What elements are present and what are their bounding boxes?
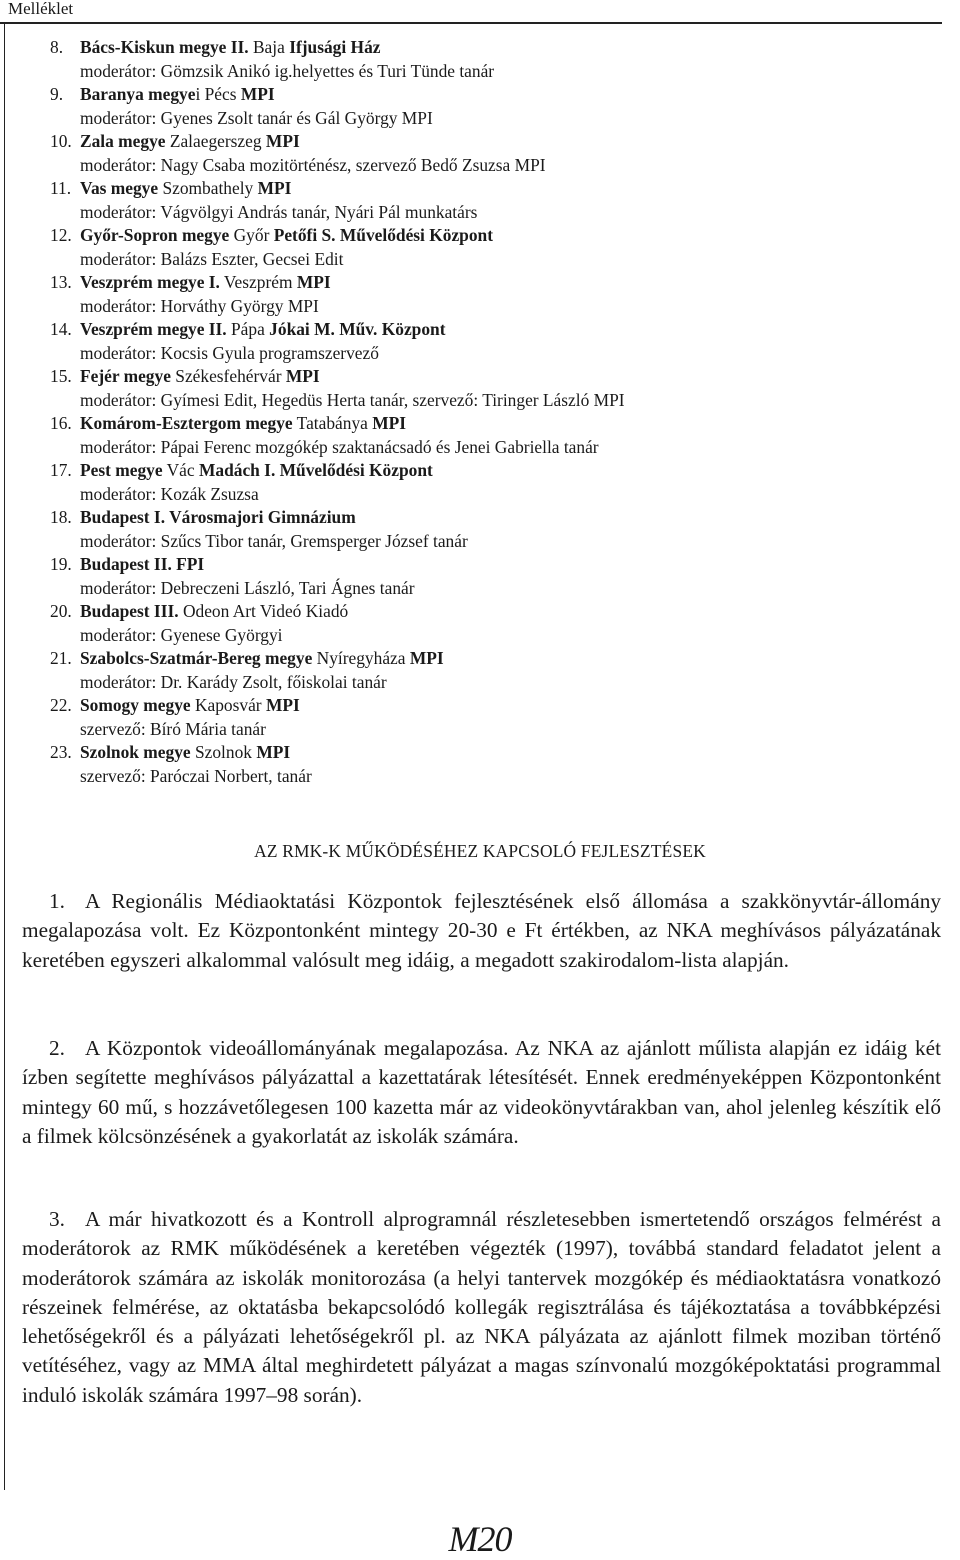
list-item-number: 23. <box>50 742 72 762</box>
list-item-detail: szervező: Paróczai Norbert, tanár <box>80 765 312 786</box>
list-item-number: 12. <box>50 225 72 245</box>
list-item-detail: moderátor: Szűcs Tibor tanár, Gremsperger József tanár <box>80 530 468 551</box>
list-item <box>50 647 930 694</box>
list-item-number: 10. <box>50 131 72 151</box>
list-item-detail: moderátor: Gyímesi Edit, Hegedüs Herta tanár, szervező: Tiringer László MPI <box>80 389 625 410</box>
entry-bold-text: MPI <box>240 84 275 104</box>
entry-text: Pápa <box>226 319 270 339</box>
entry-bold-text: MPI <box>285 366 320 386</box>
entry-bold-text: Zala megye <box>80 131 166 151</box>
section-label: Melléklet <box>8 0 74 18</box>
entry-bold-text: MPI <box>257 178 292 198</box>
section-title: AZ RMK-K MŰKÖDÉSÉHEZ KAPCSOLÓ FEJLESZTÉSEK <box>254 841 706 861</box>
list-item <box>50 271 930 318</box>
list-item <box>50 177 930 224</box>
paragraph-number: 1. <box>49 889 65 913</box>
paragraph-text: A Regionális Médiaoktatási Központok fejlesztésének első állomása a szakkönyvtár-állomány megalapozása volt. Ez Központonként mintegy 20-30 e Ft értékben, az NKA meghívásos pályázatának keretében egyszeri alkalommal valósult meg idáig, a megadott szakirodalom-lista alapján. <box>22 889 941 972</box>
list-item-detail: moderátor: Vágvölgyi András tanár, Nyári Pál munkatárs <box>80 201 478 222</box>
list-item-detail: moderátor: Nagy Csaba mozitörténész, szervező Bedő Zsuzsa MPI <box>80 154 546 175</box>
left-rule <box>4 22 5 1490</box>
paragraph-1 <box>22 887 941 975</box>
entry-bold-text: Budapest II. FPI <box>80 554 205 574</box>
entry-bold-text: Madách I. Művelődési Központ <box>198 460 433 480</box>
list-item <box>50 741 930 788</box>
entry-text: Győr <box>229 225 274 245</box>
entry-bold-text: MPI <box>256 742 291 762</box>
entry-text: i Pécs <box>195 84 241 104</box>
page-number: M20 <box>448 1519 512 1559</box>
list-item <box>50 506 930 553</box>
list-item <box>50 694 930 741</box>
paragraph-text: A már hivatkozott és a Kontroll alprogramnál részletesebben ismertetendő országos felmérést a moderátorok az RMK működésének a keretében végezték (1997), továbbá standard feladatot jelent a moderátorok számára az iskolák monitorozása (a helyi tantervek mozgókép és médiaoktatásra vonatkozó részeinek felmérése, az oktatásba bekapcsolódó kollegák regisztrálása és tájékoztatása a továbbképzési lehetőségekről és a pályázati lehetőségekről pl. az NKA pályázata az ajánlott filmek moziban történő vetítéséhez, vagy az MMA által meghirdetett pályázat a magas színvonalú mozgóképoktatási programmal induló iskolák számára 1997–98 során). <box>22 1207 941 1407</box>
list-item-title <box>50 647 930 671</box>
entry-bold-text: Szabolcs-Szatmár-Bereg megye <box>80 648 313 668</box>
list-item-title <box>50 459 930 483</box>
list-item-number: 14. <box>50 319 72 339</box>
entry-text: Nyíregyháza <box>312 648 410 668</box>
entry-bold-text: Petőfi S. Művelődési Központ <box>273 225 494 245</box>
list-item-detail: moderátor: Pápai Ferenc mozgókép szaktanácsadó és Jenei Gabriella tanár <box>80 436 599 457</box>
list-item <box>50 318 930 365</box>
entry-text: Odeon Art Videó Kiadó <box>178 601 349 621</box>
entry-bold-text: Ifjusági Ház <box>289 37 381 57</box>
entry-text: Szombathely <box>158 178 258 198</box>
entry-bold-text: Fejér megye <box>80 366 171 386</box>
list-item-detail: moderátor: Horváthy György MPI <box>80 295 319 316</box>
list-item-title <box>50 741 930 765</box>
entry-bold-text: Győr-Sopron megye <box>80 225 230 245</box>
entry-bold-text: MPI <box>265 695 300 715</box>
list-item-title <box>50 271 930 295</box>
entry-bold-text: Somogy megye <box>80 695 191 715</box>
list-item-detail: moderátor: Dr. Karády Zsolt, főiskolai tanár <box>80 671 387 692</box>
list-item-number: 15. <box>50 366 72 386</box>
list-item-detail: moderátor: Kocsis Gyula programszervező <box>80 342 379 363</box>
paragraph-2 <box>22 1034 941 1151</box>
list-item-title <box>50 412 930 436</box>
list-item-title <box>50 130 930 154</box>
list-item-detail: moderátor: Balázs Eszter, Gecsei Edit <box>80 248 344 269</box>
top-rule <box>0 22 942 24</box>
entry-text: Zalaegerszeg <box>165 131 266 151</box>
entry-bold-text: Veszprém megye I. <box>80 272 220 292</box>
entry-bold-text: Jókai M. Műv. Központ <box>269 319 446 339</box>
entry-text: Szolnok <box>190 742 257 762</box>
list-item <box>50 224 930 271</box>
entry-bold-text: Veszprém megye II. <box>80 319 227 339</box>
list-item-number: 21. <box>50 648 72 668</box>
list-item <box>50 130 930 177</box>
list-item-detail: moderátor: Gyenese Györgyi <box>80 624 283 645</box>
entry-text: Tatabánya <box>292 413 373 433</box>
list-item <box>50 36 930 83</box>
list-item-title <box>50 553 930 577</box>
list-item-detail: moderátor: Kozák Zsuzsa <box>80 483 259 504</box>
list-item <box>50 83 930 130</box>
entry-bold-text: MPI <box>372 413 407 433</box>
entry-bold-text: Baranya megye <box>80 84 196 104</box>
list-item-number: 20. <box>50 601 72 621</box>
entry-bold-text: MPI <box>265 131 300 151</box>
list-item-title <box>50 224 930 248</box>
list-item <box>50 365 930 412</box>
entry-text: Kaposvár <box>190 695 266 715</box>
entry-text: Baja <box>248 37 290 57</box>
entry-text: Vác <box>162 460 199 480</box>
list-item-number: 8. <box>50 37 64 57</box>
paragraph-number: 3. <box>49 1207 65 1231</box>
list-item-title <box>50 36 930 60</box>
entry-bold-text: Komárom-Esztergom megye <box>80 413 293 433</box>
entry-bold-text: Budapest I. Városmajori Gimnázium <box>80 507 356 527</box>
entry-bold-text: Vas megye <box>80 178 159 198</box>
list-item-title <box>50 177 930 201</box>
list-item-title <box>50 318 930 342</box>
entry-bold-text: MPI <box>409 648 444 668</box>
list-item-number: 17. <box>50 460 72 480</box>
moderator-list <box>50 36 930 788</box>
list-item <box>50 553 930 600</box>
entry-bold-text: Budapest III. <box>80 601 179 621</box>
entry-text: Veszprém <box>219 272 297 292</box>
list-item-title <box>50 600 930 624</box>
list-item-number: 16. <box>50 413 72 433</box>
paragraph-3 <box>22 1205 941 1410</box>
list-item <box>50 459 930 506</box>
list-item-number: 18. <box>50 507 72 527</box>
list-item-detail: moderátor: Debreczeni László, Tari Ágnes tanár <box>80 577 415 598</box>
list-item-detail: moderátor: Gyenes Zsolt tanár és Gál György MPI <box>80 107 433 128</box>
list-item-number: 11. <box>50 178 72 198</box>
entry-bold-text: Pest megye <box>80 460 163 480</box>
paragraph-text: A Központok videoállományának megalapozása. Az NKA az ajánlott műlista alapján ez idáig két ízben segítette meghívásos pályázattal a kazettatárak létesítését. Ennek eredményeképpen Központonként mintegy 60 mű, s hozzávetőlegesen 100 kazetta már az videokönyvtárakban van, ahol jelenleg készítik elő a filmek kölcsönzésének a gyakorlatát az iskolák számára. <box>22 1036 941 1148</box>
paragraph-number: 2. <box>49 1036 65 1060</box>
list-item-number: 22. <box>50 695 72 715</box>
list-item-title <box>50 506 930 530</box>
list-item-number: 9. <box>50 84 64 104</box>
entry-bold-text: Szolnok megye <box>80 742 191 762</box>
list-item-title <box>50 83 930 107</box>
list-item <box>50 600 930 647</box>
list-item-number: 13. <box>50 272 72 292</box>
entry-bold-text: MPI <box>296 272 331 292</box>
list-item-detail: moderátor: Gömzsik Anikó ig.helyettes és Turi Tünde tanár <box>80 60 495 81</box>
entry-text: Székesfehérvár <box>170 366 286 386</box>
list-item-number: 19. <box>50 554 72 574</box>
list-item-title <box>50 694 930 718</box>
list-item-detail: szervező: Bíró Mária tanár <box>80 718 266 739</box>
list-item <box>50 412 930 459</box>
list-item-title <box>50 365 930 389</box>
entry-bold-text: Bács-Kiskun megye II. <box>80 37 249 57</box>
